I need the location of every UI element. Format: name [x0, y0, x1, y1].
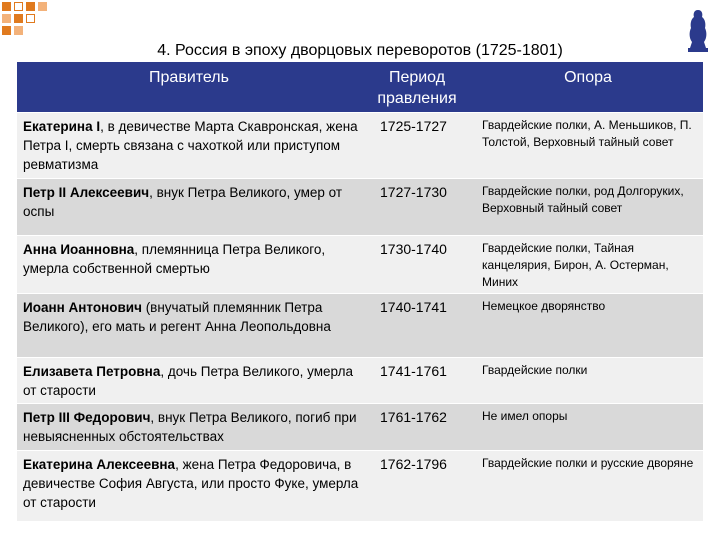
ruler-name: Петр II Алексеевич — [23, 185, 150, 200]
support-cell: Гвардейские полки, Тайная канцелярия, Бирон, А. Остерман, Миних — [482, 241, 669, 289]
ruler-name: Екатерина I — [23, 119, 101, 134]
support-cell: Гвардейские полки, А. Меньшиков, П. Толстой, Верховный тайный совет — [482, 118, 692, 149]
table-row — [17, 293, 703, 358]
ruler-cell — [23, 240, 361, 278]
ruler-name: Елизавета Петровна — [23, 364, 161, 379]
ruler-description: , внук Петра Великого, погиб при невыясненных обстоятельствах — [23, 410, 357, 444]
table-row — [17, 112, 703, 179]
table-row — [17, 357, 703, 404]
ruler-description: , племянница Петра Великого, умерла собственной смертью — [23, 242, 326, 276]
period-cell: 1727-1730 — [380, 184, 447, 200]
period-cell: 1761-1762 — [380, 409, 447, 425]
support-cell: Немецкое дворянство — [482, 299, 606, 313]
table-row — [17, 450, 703, 521]
deco-square — [14, 26, 23, 35]
period-cell: 1762-1796 — [380, 456, 447, 472]
ruler-cell — [23, 408, 361, 446]
deco-square — [14, 2, 23, 11]
period-cell: 1741-1761 — [380, 363, 447, 379]
ruler-description: (внучатый племянник Петра Великого), его мать и регент Анна Леопольдовна — [23, 300, 331, 334]
period-cell: 1730-1740 — [380, 241, 447, 257]
table-header — [17, 62, 703, 112]
ruler-cell — [23, 117, 361, 174]
deco-square — [2, 14, 11, 23]
period-cell: 1725-1727 — [380, 118, 447, 134]
deco-square — [2, 2, 11, 11]
table-row — [17, 235, 703, 294]
deco-square — [38, 2, 47, 11]
ruler-name: Иоанн Антонович — [23, 300, 142, 315]
header-period: Период правления — [377, 69, 457, 107]
deco-square — [26, 2, 35, 11]
corner-decoration — [0, 0, 90, 42]
deco-square — [26, 14, 35, 23]
ruler-cell — [23, 298, 361, 336]
ruler-description: , жена Петра Федоровича, в девичестве София Августа, или просто Фуке, умерла от старости — [23, 457, 359, 510]
ruler-cell — [23, 362, 361, 400]
support-cell: Гвардейские полки, род Долгоруких, Верховный тайный совет — [482, 184, 684, 215]
ruler-name: Екатерина Алексеевна — [23, 457, 176, 472]
ruler-name: Петр III Федорович — [23, 410, 151, 425]
ruler-description: , дочь Петра Великого, умерла от старости — [23, 364, 353, 398]
deco-square — [14, 14, 23, 23]
slide-title: 4. Россия в эпоху дворцовых переворотов (1725-1801) — [157, 42, 563, 59]
ruler-cell — [23, 183, 361, 221]
ruler-description: , в девичестве Марта Скавронская, жена Петра I, смерть связана с чахоткой или приступом ревматизма — [23, 119, 358, 172]
table-row — [17, 403, 703, 451]
support-cell: Гвардейские полки — [482, 363, 588, 377]
header-ruler: Правитель — [149, 69, 229, 86]
period-cell: 1740-1741 — [380, 299, 447, 315]
table-row — [17, 178, 703, 236]
deco-square — [2, 26, 11, 35]
support-cell: Гвардейские полки и русские дворяне — [482, 456, 694, 470]
ruler-name: Анна Иоанновна — [23, 242, 135, 257]
header-support: Опора — [564, 69, 612, 86]
ruler-description: , внук Петра Великого, умер от оспы — [23, 185, 343, 219]
support-cell: Не имел опоры — [482, 409, 568, 423]
ruler-cell — [23, 455, 361, 512]
rulers-table — [17, 62, 703, 520]
